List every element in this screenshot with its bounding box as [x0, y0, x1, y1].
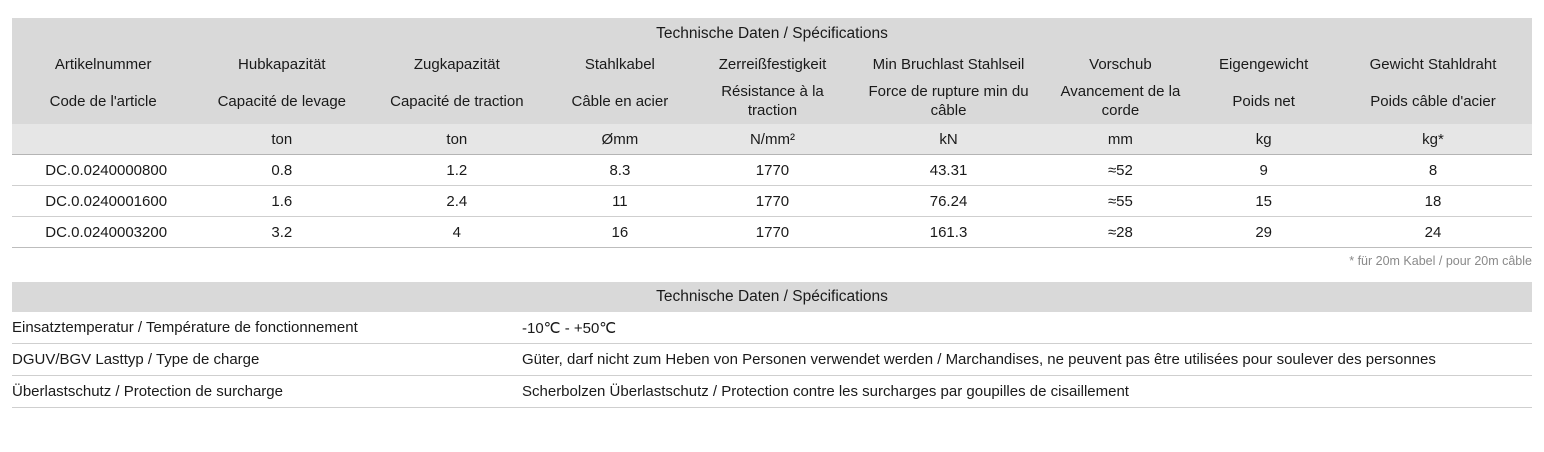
cell-pull-capacity: 4 [369, 217, 544, 248]
cell-article-number: DC.0.0240001600 [12, 186, 194, 217]
header-fr-poids-cable: Poids câble d'acier [1334, 80, 1532, 124]
header-de-zugkapazitaet: Zugkapazität [369, 50, 544, 80]
cell-tensile-strength: 1770 [695, 155, 849, 186]
unit-min-bruchlast: kN [850, 124, 1048, 155]
label-operating-temperature: Einsatztemperatur / Température de fonctionnement [12, 312, 522, 344]
value-overload-protection: Scherbolzen Überlastschutz / Protection contre les surcharges par goupilles de cisaillement [522, 376, 1532, 408]
table-row [12, 376, 1532, 408]
spec-sheet [0, 18, 1544, 408]
cell-feed: ≈28 [1048, 217, 1194, 248]
header-fr-cable-acier: Câble en acier [544, 80, 695, 124]
cell-cable-weight: 24 [1334, 217, 1532, 248]
header-row-units [12, 124, 1532, 155]
cell-article-number: DC.0.0240000800 [12, 155, 194, 186]
cell-min-breaking-load: 161.3 [850, 217, 1048, 248]
table-title: Technische Daten / Spécifications [12, 18, 1532, 50]
cell-min-breaking-load: 76.24 [850, 186, 1048, 217]
table-row [12, 217, 1532, 248]
unit-artikelnummer [12, 124, 194, 155]
cell-cable-weight: 18 [1334, 186, 1532, 217]
header-de-min-bruchlast: Min Bruchlast Stahlseil [850, 50, 1048, 80]
header-de-vorschub: Vorschub [1048, 50, 1194, 80]
label-load-type: DGUV/BGV Lasttyp / Type de charge [12, 344, 522, 376]
header-de-artikelnummer: Artikelnummer [12, 50, 194, 80]
header-de-stahlkabel: Stahlkabel [544, 50, 695, 80]
header-fr-avancement-corde: Avancement de la corde [1048, 80, 1194, 124]
unit-hubkapazitaet: ton [194, 124, 369, 155]
table2-title: Technische Daten / Spécifications [12, 282, 1532, 312]
cell-steel-cable: 11 [544, 186, 695, 217]
unit-vorschub: mm [1048, 124, 1194, 155]
cell-net-weight: 9 [1193, 155, 1334, 186]
header-fr-force-rupture: Force de rupture min du câble [850, 80, 1048, 124]
table-row [12, 186, 1532, 217]
table2-title-row [12, 282, 1532, 312]
cell-pull-capacity: 1.2 [369, 155, 544, 186]
table-row [12, 155, 1532, 186]
unit-eigengewicht: kg [1193, 124, 1334, 155]
header-de-eigengewicht: Eigengewicht [1193, 50, 1334, 80]
cell-steel-cable: 8.3 [544, 155, 695, 186]
unit-zerreissfestigkeit: N/mm² [695, 124, 849, 155]
cell-cable-weight: 8 [1334, 155, 1532, 186]
cell-feed: ≈52 [1048, 155, 1194, 186]
label-overload-protection: Überlastschutz / Protection de surcharge [12, 376, 522, 408]
header-fr-capacite-traction: Capacité de traction [369, 80, 544, 124]
technical-data-table [12, 18, 1532, 248]
cell-article-number: DC.0.0240003200 [12, 217, 194, 248]
value-operating-temperature: -10℃ - +50℃ [522, 312, 1532, 344]
unit-gewicht-stahldraht: kg* [1334, 124, 1532, 155]
header-fr-capacite-levage: Capacité de levage [194, 80, 369, 124]
general-data-table [12, 282, 1532, 408]
cell-steel-cable: 16 [544, 217, 695, 248]
table-row [12, 312, 1532, 344]
table-footnote: * für 20m Kabel / pour 20m câble [1349, 254, 1532, 268]
cell-lift-capacity: 3.2 [194, 217, 369, 248]
cell-net-weight: 15 [1193, 186, 1334, 217]
cell-net-weight: 29 [1193, 217, 1334, 248]
cell-min-breaking-load: 43.31 [850, 155, 1048, 186]
unit-zugkapazitaet: ton [369, 124, 544, 155]
value-load-type: Güter, darf nicht zum Heben von Personen verwendet werden / Marchandises, ne peuvent pas être utilisées pour soulever des personnes [522, 344, 1532, 376]
header-fr-poids-net: Poids net [1193, 80, 1334, 124]
cell-lift-capacity: 1.6 [194, 186, 369, 217]
header-row-french [12, 80, 1532, 124]
cell-pull-capacity: 2.4 [369, 186, 544, 217]
header-row-german [12, 50, 1532, 80]
header-de-hubkapazitaet: Hubkapazität [194, 50, 369, 80]
table-row [12, 344, 1532, 376]
cell-feed: ≈55 [1048, 186, 1194, 217]
unit-stahlkabel: Ømm [544, 124, 695, 155]
cell-tensile-strength: 1770 [695, 186, 849, 217]
cell-lift-capacity: 0.8 [194, 155, 369, 186]
cell-tensile-strength: 1770 [695, 217, 849, 248]
table-title-row [12, 18, 1532, 50]
header-fr-resistance-traction: Résistance à la traction [695, 80, 849, 124]
header-fr-code-article: Code de l'article [12, 80, 194, 124]
header-de-gewicht-stahldraht: Gewicht Stahldraht [1334, 50, 1532, 80]
header-de-zerreissfestigkeit: Zerreißfestigkeit [695, 50, 849, 80]
